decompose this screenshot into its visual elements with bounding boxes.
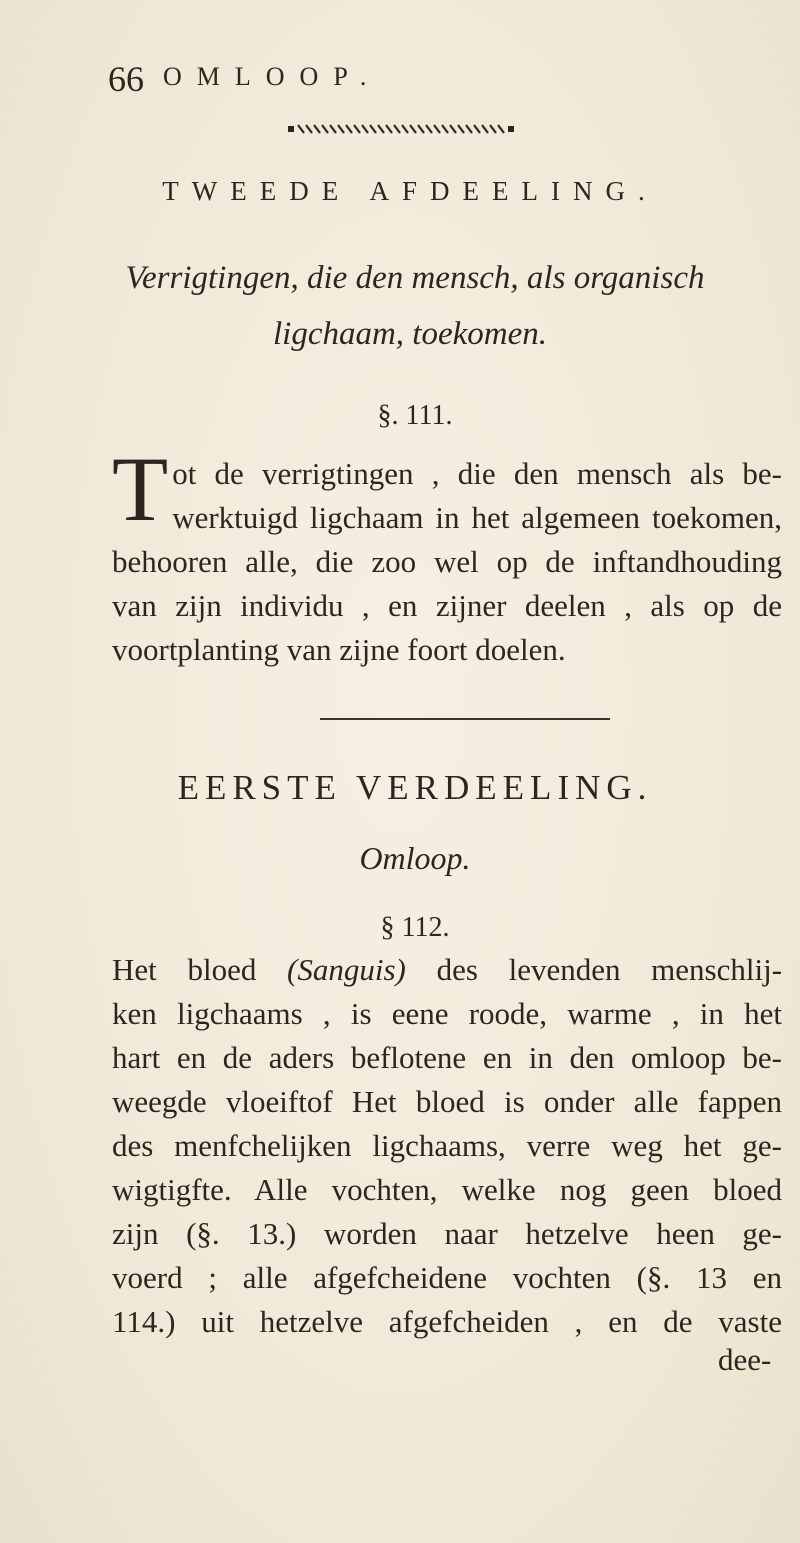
section-mark-111: §. 111. [377,400,453,431]
text-line: voortplanting van zijne foort doelen. [112,632,566,667]
latin-term: (Sanguis) [287,952,406,987]
division-heading: EERSTE VERDEELING. [177,768,653,807]
text-fragment: des levenden menschlij- [436,952,783,987]
text-line [112,948,782,992]
running-head: OMLOOP. [163,62,382,91]
catchword: dee- [718,1342,772,1377]
text-line: voerd ; alle afgefcheidene vochten (§. 13 en [112,1260,782,1295]
part-heading: TWEEDE AFDEELING. [162,176,658,206]
text-line: van zijn individu , en zijner deelen , als op de [112,588,782,623]
text-line: wigtigfte. Alle vochten, welke nog geen bloed [112,1172,782,1207]
text-line: hart en de aders beflotene en in den omloop be- [112,1040,782,1075]
horizontal-rule [320,718,610,720]
part-subtitle-line-2: ligchaam, toekomen. [272,316,547,352]
paragraph-112 [112,948,782,1344]
page-number: 66 [108,59,144,99]
text-fragment: Het bloed [112,952,257,987]
division-subtitle: Omloop. [359,840,471,876]
text-line: ot de verrigtingen , die den mensch als be- [172,456,782,491]
text-line: des menfchelijken ligchaams, verre weg het ge- [112,1128,782,1163]
ornament-divider [288,122,516,136]
text-line: 114.) uit hetzelve afgefcheiden , en de vaste [112,1304,782,1339]
section-mark-112: § 112. [380,912,450,943]
paragraph-111 [112,438,782,672]
text-line: zijn (§. 13.) worden naar hetzelve heen ge- [112,1216,782,1251]
text-line: weegde vloeiftof Het bloed is onder alle fappen [112,1084,782,1119]
text-line: ken ligchaams , is eene roode, warme , in het [112,996,782,1031]
drop-cap: T [112,438,169,540]
text-line: werktuigd ligchaam in het algemeen toekomen, [172,500,782,535]
part-subtitle-line-1: Verrigtingen, die den mensch, als organisch [125,260,705,296]
text-line: behooren alle, die zoo wel op de inftandhouding [112,544,782,579]
